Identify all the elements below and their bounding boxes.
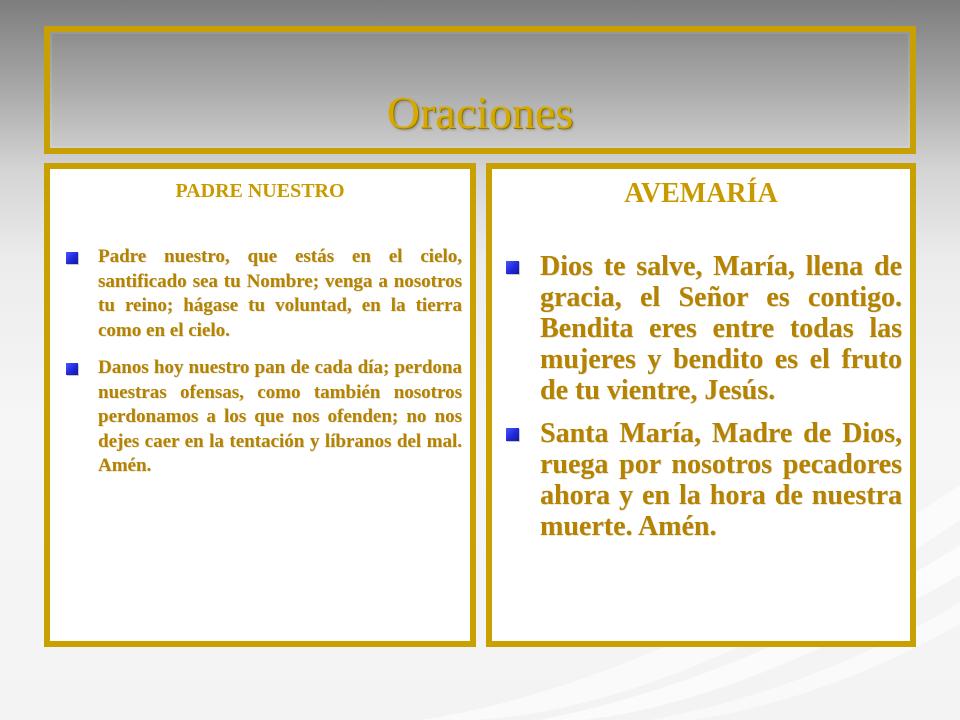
padre-nuestro-item-1-text: Padre nuestro, que estás en el cielo, santificado sea tu Nombre; venga a nosotros tu reino; hágase tu voluntad, en la tierra como en el cielo.: [98, 246, 462, 341]
avemaria-heading: AVEMARÍA: [624, 178, 778, 209]
avemaria-panel: [486, 163, 916, 647]
square-bullet-icon: [66, 252, 78, 264]
padre-nuestro-item-1: [66, 245, 462, 343]
padre-nuestro-heading: PADRE NUESTRO: [175, 180, 345, 202]
padre-nuestro-item-2-text: Danos hoy nuestro pan de cada día; perdona nuestras ofensas, como también nosotros perdonamos a los que nos ofenden; no nos dejes caer en la tentación y líbranos del mal. Amén.: [98, 357, 462, 476]
square-bullet-icon: [506, 428, 519, 441]
padre-nuestro-panel: [44, 163, 476, 647]
square-bullet-icon: [66, 363, 78, 375]
padre-nuestro-list: [66, 245, 462, 492]
avemaria-item-1: [506, 251, 902, 406]
padre-nuestro-item-2: [66, 356, 462, 479]
avemaria-item-2: [506, 418, 902, 542]
avemaria-list: [506, 251, 902, 554]
avemaria-item-2-text: Santa María, Madre de Dios, ruega por nosotros pecadores ahora y en la hora de nuestra muerte. Amén.: [540, 418, 902, 542]
title-box: [44, 26, 916, 154]
square-bullet-icon: [506, 261, 519, 274]
slide-title: Oraciones: [386, 87, 574, 138]
avemaria-item-1-text: Dios te salve, María, llena de gracia, el Señor es contigo. Bendita eres entre todas las mujeres y bendito es el fruto de tu vientre, Jesús.: [540, 251, 902, 406]
